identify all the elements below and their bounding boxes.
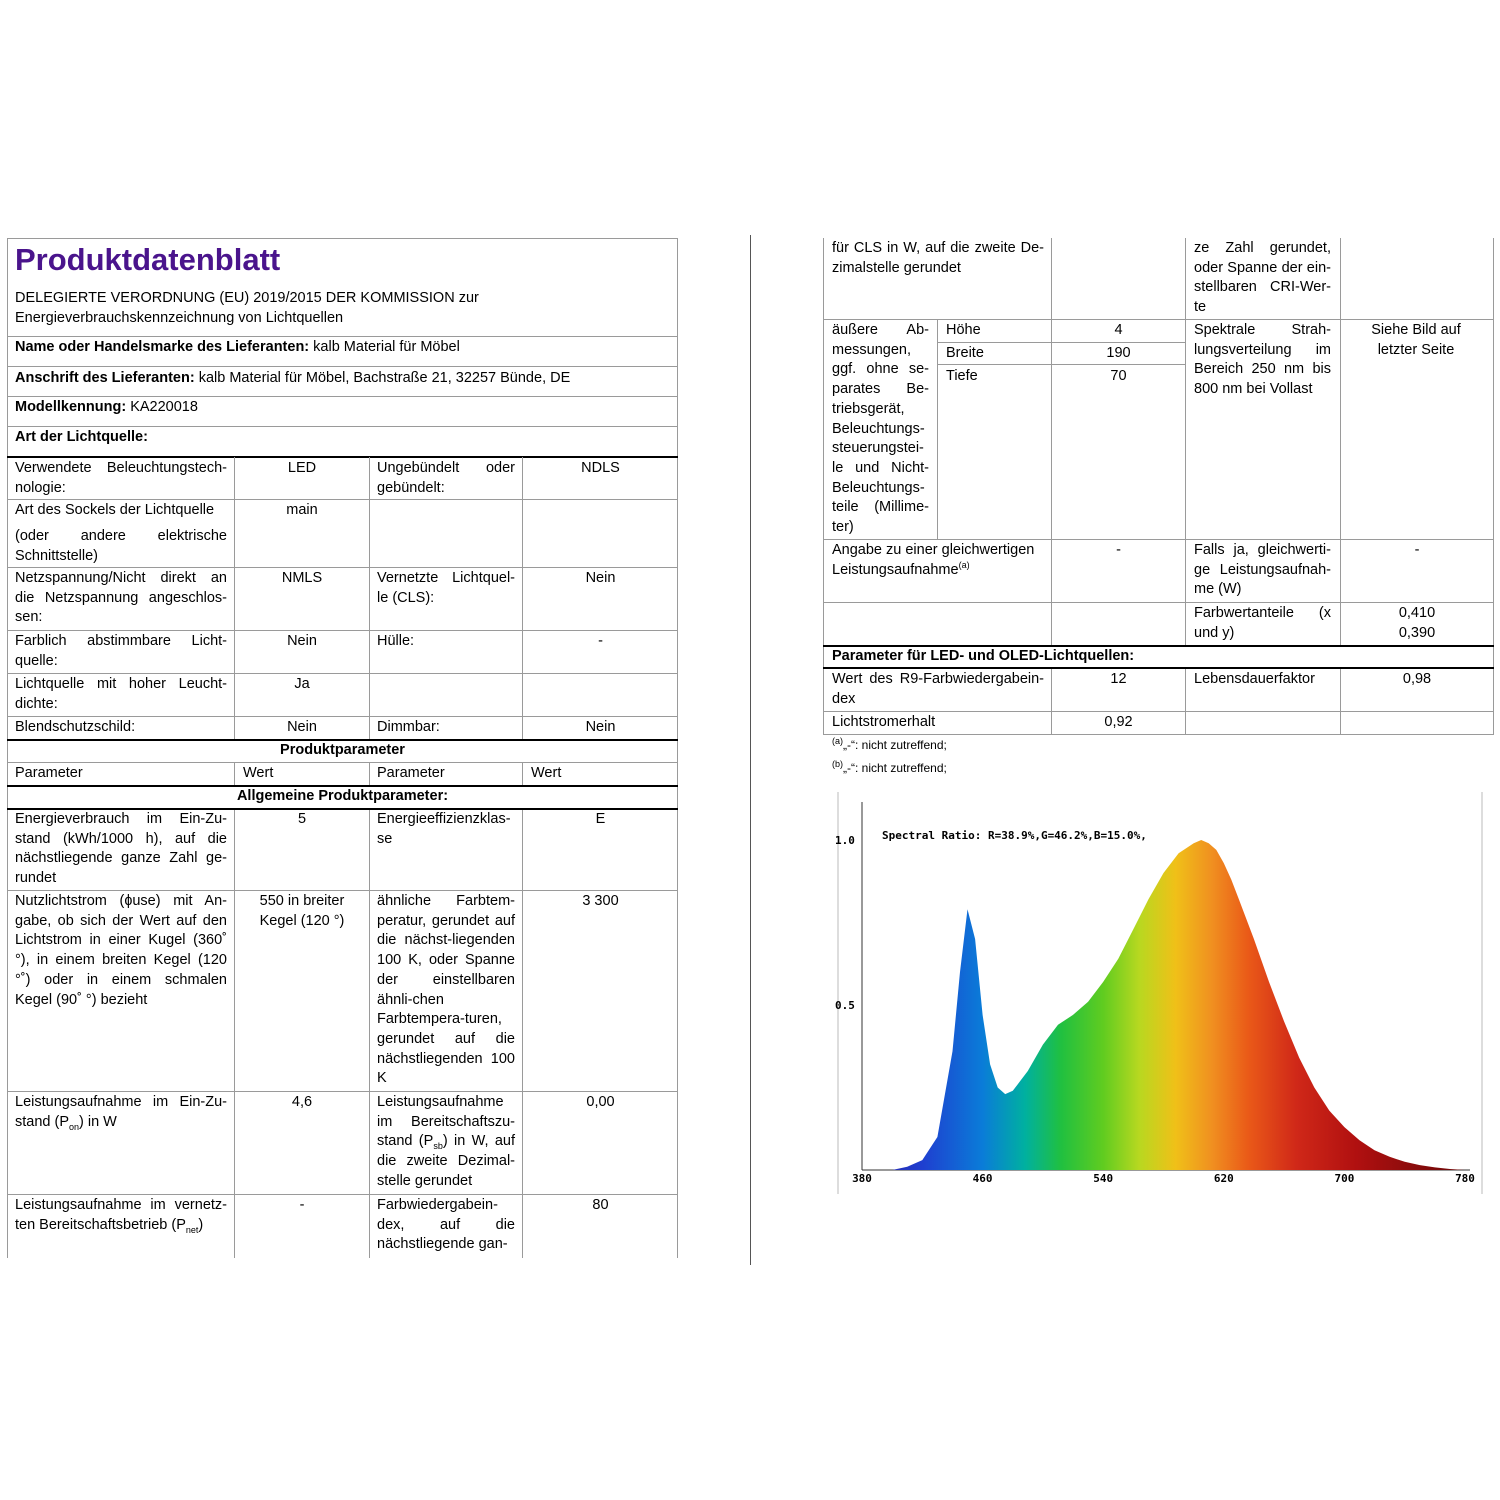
y-tick-label: 0.5 [835, 999, 855, 1012]
on-mode-power-label [15, 1093, 227, 1132]
regulation-line-2: Energieverbrauchskennzeichnung von Lichtquellen [15, 310, 344, 326]
networked-standby-text: Leistungsaufnahme im vernetz-ten Bereitschaftsbetrieb (P [15, 1197, 227, 1233]
product-params-heading: Produktparameter [280, 742, 405, 758]
divider [823, 602, 1494, 603]
high-luminance-label: Lichtquelle mit hoher Leucht-dichte: [15, 676, 227, 712]
dimmable-value: Nein [585, 719, 616, 735]
divider [7, 1194, 678, 1195]
col-line [1185, 667, 1186, 735]
supplier-name-value: kalb Material für Möbel [313, 339, 460, 355]
footnote-a [832, 737, 947, 753]
footnote-b [832, 760, 947, 776]
col-line [369, 810, 370, 1258]
divider [7, 1091, 678, 1092]
table-edge [1493, 238, 1494, 735]
x-ticks [852, 1172, 1475, 1185]
supplier-address-label: Anschrift des Lieferanten: [15, 370, 195, 386]
chromaticity-label: Farbwertanteile (x und y) [1194, 605, 1331, 641]
col-header-value-2: Wert [531, 765, 562, 781]
col-line [522, 763, 523, 785]
efficiency-class-label: Energieeffizienzklas-se [377, 811, 511, 847]
cls-label: Vernetzte Lichtquel-le (CLS): [377, 570, 515, 606]
high-luminance-value: Ja [294, 676, 310, 692]
glare-shield-label: Blendschutzschild: [15, 719, 136, 735]
col-line [1340, 238, 1341, 646]
divider [7, 396, 678, 397]
x-tick-label: 780 [1455, 1172, 1475, 1185]
equivalent-label [832, 541, 1047, 580]
divider [7, 499, 678, 500]
divider [7, 426, 678, 427]
col-header-param-2: Parameter [377, 765, 445, 781]
divider [7, 336, 678, 337]
socket-label: Art des Sockels der Lichtquelle [15, 502, 215, 518]
standby-power-label [377, 1093, 515, 1192]
r9-value: 12 [1110, 671, 1127, 687]
glare-shield-value: Nein [287, 719, 317, 735]
energy-consumption-label: Energieverbrauch im Ein-Zu-stand (kWh/1000 h), auf die nächstliegende ganze Zahl ge-rundet [15, 811, 227, 887]
envelope-value: - [598, 633, 603, 649]
footnote-a-text: „-“: nicht zutreffend; [843, 738, 947, 752]
width-value: 190 [1106, 345, 1131, 361]
depth-label: Tiefe [946, 368, 978, 384]
x-tick-label: 700 [1334, 1172, 1355, 1185]
col-line [369, 763, 370, 785]
footnote-a-marker: (a) [832, 736, 843, 746]
equivalent-label-text: Angabe zu einer gleichwertigen Leistungsaufnahme [832, 542, 1035, 578]
spectrum-chart [830, 790, 1490, 1195]
tunable-value: Nein [287, 633, 317, 649]
cri-label: Farbwiedergabein-dex, auf die nächstliegende gan- [377, 1197, 515, 1253]
dimensions-label: äußere Ab-messungen, ggf. ohne se-parates Be-triebsgerät, Beleuchtungs-steuerungstei-le und Nicht-Beleuchtungs-teile (Millime-ter) [832, 322, 929, 536]
on-mode-power-unit: ) in W [79, 1113, 117, 1130]
networked-standby-value: - [299, 1197, 305, 1213]
divider [7, 762, 678, 763]
divider-heavy [823, 667, 1494, 669]
envelope-label: Hülle: [377, 633, 415, 649]
col-line [522, 810, 523, 1258]
equivalent-label-footnote: (a) [958, 559, 970, 570]
divider [7, 366, 678, 367]
tech-label: Verwendete Beleuchtungstech-nologie: [15, 460, 227, 496]
divider [823, 539, 1494, 540]
divider [7, 673, 678, 674]
energy-consumption-value: 5 [297, 811, 307, 827]
height-label: Höhe [946, 322, 981, 338]
tunable-label: Farblich abstimmbare Licht-quelle: [15, 633, 227, 669]
standby-power-value: 0,00 [586, 1094, 615, 1110]
x-tick-label: 460 [972, 1172, 993, 1185]
on-mode-power-text: Leistungsaufnahme im Ein-Zu-stand (P [15, 1094, 227, 1130]
width-label: Breite [946, 345, 984, 361]
r9-label: Wert des R9-Farbwiedergabein-dex [832, 671, 1044, 707]
divider [7, 890, 678, 891]
y-tick-label: 1.0 [835, 834, 855, 847]
spectral-value: Siehe Bild auf letzter Seite [1371, 322, 1461, 358]
divider [937, 342, 1185, 343]
footnote-b-text: „-“: nicht zutreffend; [843, 761, 947, 775]
luminous-flux-value: 550 in breiter Kegel (120 °) [259, 893, 345, 929]
supplier-name-label: Name oder Handelsmarke des Lieferanten: [15, 339, 310, 355]
x-tick-label: 540 [1093, 1172, 1114, 1185]
equivalent-value: - [1116, 542, 1121, 558]
lifetime-factor-label: Lebensdauerfaktor [1194, 671, 1315, 687]
socket-value: main [286, 502, 318, 518]
dimmable-label: Dimmbar: [377, 719, 440, 735]
supplier-name-row [15, 338, 460, 358]
mains-value: NMLS [281, 570, 323, 586]
col-header-value-1: Wert [243, 765, 274, 781]
chromaticity-y: 0,390 [1398, 625, 1436, 641]
supplier-address-row [15, 369, 570, 389]
spectrum-area [862, 840, 1465, 1170]
divider [7, 567, 678, 568]
efficiency-class-value: E [595, 811, 606, 827]
bundled-label: Ungebündelt oder gebündelt: [377, 460, 515, 496]
chart-title: Spectral Ratio: R=38.9%,G=46.2%,B=15.0%, [882, 829, 1147, 842]
cri-label-cont: ze Zahl gerundet, oder Spanne der ein-stellbaren CRI-Wer-te [1194, 240, 1331, 316]
cls-power-label-cont: für CLS in W, auf die zweite De-zimalstelle gerundet [832, 240, 1044, 276]
lumen-maintenance-value: 0,92 [1104, 714, 1133, 730]
standby-power-unit: ) in W, auf die zweite Dezimal-stelle gerundet [377, 1133, 516, 1189]
bundled-value: NDLS [581, 460, 620, 476]
col-line [234, 810, 235, 1258]
footnote-b-marker: (b) [832, 759, 843, 769]
color-temperature-label: ähnliche Farbtem-peratur, gerundet auf die nächst-liegenden 100 K, oder Spanne der einstellbaren ähnli-chen Farbtempera-turen, gerundet auf die nächstliegenden 100 K [377, 893, 515, 1087]
supplier-address-value: kalb Material für Möbel, Bachstraße 21, 32257 Bünde, DE [198, 370, 571, 386]
equivalent-power-label: Falls ja, gleichwerti-ge Leistungsaufnah-me (W) [1194, 542, 1331, 598]
height-value: 4 [1114, 322, 1123, 338]
general-params-heading: Allgemeine Produktparameter: [236, 788, 449, 804]
divider [7, 630, 678, 631]
standby-power-sub: sb [433, 1141, 443, 1152]
lifetime-factor-value: 0,98 [1402, 671, 1432, 687]
luminous-flux-label: Nutzlichtstrom (ɸuse) mit An-gabe, ob sich der Wert auf den Lichtstrom in einer Kugel (360˚ °), in einem breiten Kegel (120 °˚) oder in einem schmalen Kegel (90˚ °) bezieht [15, 893, 227, 1008]
divider [7, 716, 678, 717]
model-row [15, 398, 198, 418]
regulation-line-1: DELEGIERTE VERORDNUNG (EU) 2019/2015 DER KOMMISSION zur [15, 290, 479, 306]
divider [823, 734, 1494, 735]
divider [823, 711, 1494, 712]
standby-power-text: Leistungsaufnahme im Bereitschaftszu-stand (P [377, 1094, 515, 1150]
col-line [234, 763, 235, 785]
col-header-param-1: Parameter [15, 765, 83, 781]
page-title: Produktdatenblatt [15, 242, 281, 277]
cri-value: 80 [592, 1197, 609, 1213]
light-type-label: Art der Lichtquelle: [15, 429, 148, 445]
col-line [1185, 238, 1186, 646]
equivalent-power-value: - [1414, 542, 1420, 558]
depth-value: 70 [1110, 368, 1127, 384]
divider [823, 319, 1494, 320]
x-tick-label: 620 [1213, 1172, 1234, 1185]
divider-heavy [7, 456, 678, 458]
tech-value: LED [287, 460, 317, 476]
model-value: KA220018 [130, 399, 198, 415]
on-mode-power-sub: on [69, 1121, 80, 1132]
networked-standby-sub: net [185, 1224, 199, 1235]
page-separator [750, 235, 751, 1265]
lumen-maintenance-label: Lichtstromerhalt [832, 714, 936, 730]
chromaticity-x: 0,410 [1398, 605, 1436, 621]
led-params-heading: Parameter für LED- und OLED-Lichtquellen: [832, 648, 1135, 664]
spectral-label: Spektrale Strah-lungsverteilung im Bereich 250 nm bis 800 nm bei Vollast [1194, 322, 1331, 398]
networked-standby-label [15, 1196, 227, 1235]
networked-standby-unit: ) [198, 1216, 204, 1233]
table-edge [823, 238, 824, 735]
col-line [1051, 238, 1052, 646]
socket-label-note: (oder andere elektrische Schnittstelle) [15, 528, 227, 564]
col-line [937, 320, 938, 539]
on-mode-power-value: 4,6 [291, 1094, 313, 1110]
cls-value: Nein [585, 570, 616, 586]
mains-label: Netzspannung/Nicht direkt an die Netzspannung angeschlos-sen: [15, 570, 227, 626]
color-temperature-value: 3 300 [582, 893, 619, 909]
divider [937, 364, 1185, 365]
model-label: Modellkennung: [15, 399, 127, 415]
x-tick-label: 380 [852, 1172, 872, 1185]
